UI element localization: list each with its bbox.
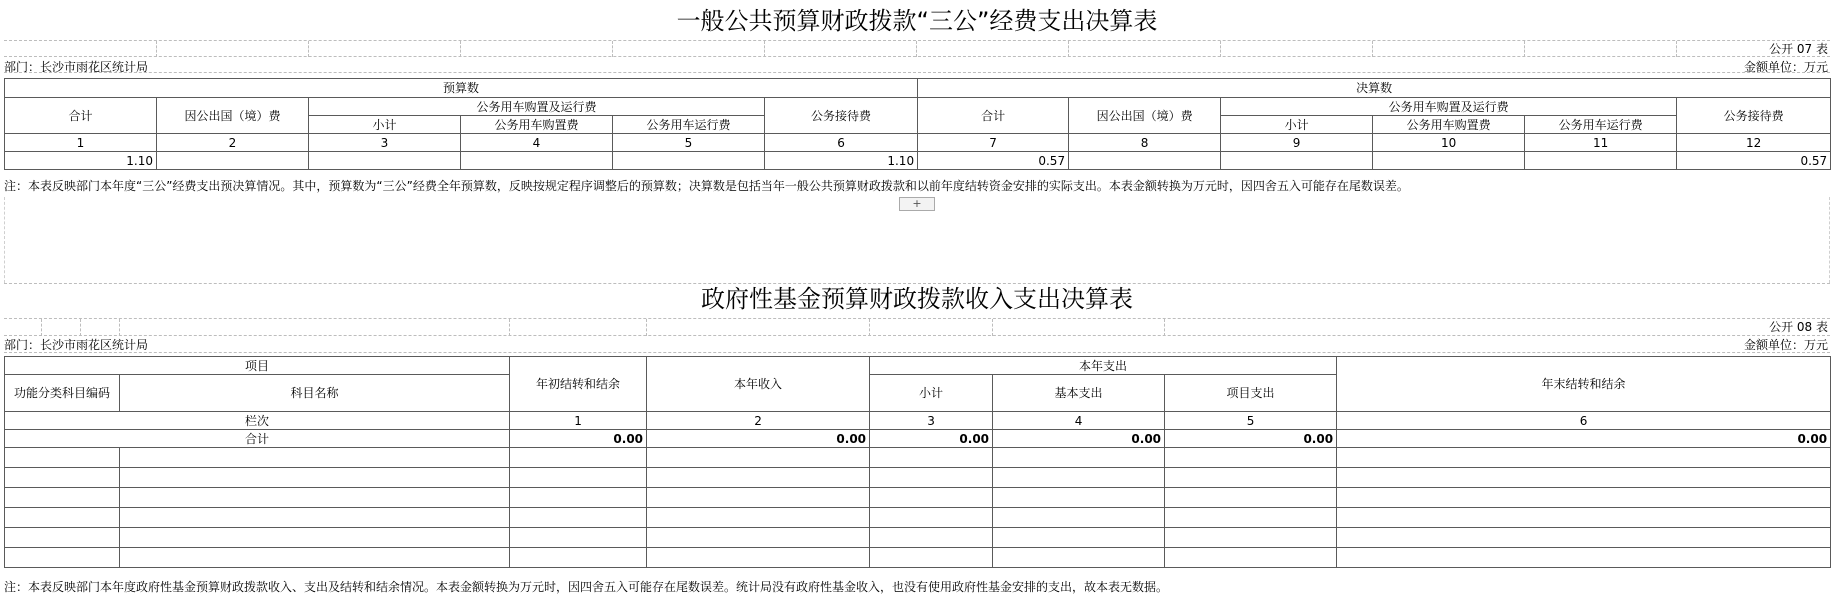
- column-number: 2: [647, 412, 870, 430]
- column-number: 5: [1165, 412, 1337, 430]
- header-budget: 预算数: [5, 79, 918, 98]
- empty-row: [5, 488, 1831, 508]
- header-reception: 公务接待费: [1677, 98, 1831, 134]
- column-number: 1: [510, 412, 647, 430]
- value-cell: 0.57: [918, 152, 1069, 170]
- header-begin-balance: 年初结转和结余: [510, 357, 647, 412]
- header-total: 合计: [918, 98, 1069, 134]
- value-cell: [1525, 152, 1677, 170]
- column-number: 5: [613, 134, 765, 152]
- header-basic-expense: 基本支出: [993, 375, 1165, 412]
- value-row: [5, 152, 1831, 170]
- column-number: 6: [1337, 412, 1831, 430]
- empty-row: [5, 528, 1831, 548]
- header-total: 合计: [5, 98, 157, 134]
- header-reception: 公务接待费: [765, 98, 918, 134]
- value-cell: 0.57: [1677, 152, 1831, 170]
- empty-row: [5, 508, 1831, 528]
- value-cell: [157, 152, 309, 170]
- column-number-row: [5, 134, 1831, 152]
- column-number: 12: [1677, 134, 1831, 152]
- table2-table-number: 公开 08 表: [1769, 320, 1828, 334]
- empty-row: [5, 548, 1831, 568]
- header-subtotal: 小计: [870, 375, 993, 412]
- column-number: 3: [870, 412, 993, 430]
- header-final: 决算数: [918, 79, 1831, 98]
- total-value: 0.00: [1337, 430, 1831, 448]
- column-number: 9: [1221, 134, 1373, 152]
- total-value: 0.00: [510, 430, 647, 448]
- column-number: 7: [918, 134, 1069, 152]
- column-number-row: [5, 412, 1831, 430]
- table1-note: 注：本表反映部门本年度“三公”经费支出预决算情况。其中，预算数为“三公”经费全年预算数，反映按规定程序调整后的预算数；决算数是包括当年一般公共预算财政拨款和以前年度结转资金安排的实际支出。本表金额转换为万元时，因四舍五入可能存在尾数误差。: [4, 179, 1409, 193]
- value-cell: [1373, 152, 1525, 170]
- table1-title: 一般公共预算财政拨款“三公”经费支出决算表: [676, 7, 1158, 35]
- government-fund-table: [4, 356, 1831, 568]
- table2-divider: [4, 352, 1830, 353]
- total-value: 0.00: [647, 430, 870, 448]
- column-number: 8: [1069, 134, 1221, 152]
- table2-note: 注：本表反映部门本年度政府性基金预算财政拨款收入、支出及结转和结余情况。本表金额转换为万元时，因四舍五入可能存在尾数误差。统计局没有政府性基金收入，也没有使用政府性基金安排的支出，故本表无数据。: [4, 580, 1169, 594]
- header-vehicle: 公务用车购置及运行费: [309, 98, 765, 116]
- value-cell: 1.10: [5, 152, 157, 170]
- column-number: 3: [309, 134, 461, 152]
- header-operate: 公务用车运行费: [613, 116, 765, 134]
- add-row-button[interactable]: +: [899, 197, 935, 211]
- page-break-frame: [4, 197, 1830, 283]
- value-cell: [309, 152, 461, 170]
- table2-unit: 金额单位：万元: [1743, 338, 1828, 352]
- value-cell: [1069, 152, 1221, 170]
- header-vehicle: 公务用车购置及运行费: [1221, 98, 1677, 116]
- value-cell: [613, 152, 765, 170]
- column-number: 1: [5, 134, 157, 152]
- total-value: 0.00: [993, 430, 1165, 448]
- value-cell: [1221, 152, 1373, 170]
- header-abroad: 因公出国（境）费: [157, 98, 309, 134]
- header-subtotal: 小计: [1221, 116, 1373, 134]
- empty-row: [5, 468, 1831, 488]
- column-number: 6: [765, 134, 918, 152]
- header-income: 本年收入: [647, 357, 870, 412]
- value-cell: [461, 152, 613, 170]
- row-index-label: 栏次: [5, 412, 510, 430]
- column-number: 11: [1525, 134, 1677, 152]
- header-item: 项目: [5, 357, 510, 375]
- total-label: 合计: [5, 430, 510, 448]
- header-subtotal: 小计: [309, 116, 461, 134]
- header-purchase: 公务用车购置费: [1373, 116, 1525, 134]
- header-end-balance: 年末结转和结余: [1337, 357, 1831, 412]
- total-row: [5, 430, 1831, 448]
- header-function-code: 功能分类科目编码: [5, 375, 120, 412]
- column-number: 2: [157, 134, 309, 152]
- total-value: 0.00: [870, 430, 993, 448]
- table1-blank-row: [4, 40, 1830, 57]
- table1-table-number: 公开 07 表: [1769, 42, 1828, 56]
- table2-blank-row: [4, 318, 1830, 336]
- table1-unit: 金额单位：万元: [1743, 60, 1828, 74]
- column-number: 4: [993, 412, 1165, 430]
- table1-department: 部门：长沙市雨花区统计局: [4, 60, 149, 74]
- table2-title: 政府性基金预算财政拨款收入支出决算表: [701, 285, 1133, 313]
- header-expense: 本年支出: [870, 357, 1337, 375]
- table2-divider: [4, 335, 1830, 336]
- table1-divider: [4, 72, 1830, 73]
- header-subject-name: 科目名称: [120, 375, 510, 412]
- header-operate: 公务用车运行费: [1525, 116, 1677, 134]
- value-cell: 1.10: [765, 152, 918, 170]
- three-public-expenses-table: [4, 78, 1831, 170]
- sheet-three-public-expenses: [4, 0, 1830, 210]
- header-abroad: 因公出国（境）费: [1069, 98, 1221, 134]
- column-number: 4: [461, 134, 613, 152]
- sheet-government-fund: [4, 283, 1830, 602]
- table1-divider: [4, 56, 1830, 57]
- table2-department: 部门：长沙市雨花区统计局: [4, 338, 149, 352]
- header-project-expense: 项目支出: [1165, 375, 1337, 412]
- total-value: 0.00: [1165, 430, 1337, 448]
- empty-row: [5, 448, 1831, 468]
- column-number: 10: [1373, 134, 1525, 152]
- header-purchase: 公务用车购置费: [461, 116, 613, 134]
